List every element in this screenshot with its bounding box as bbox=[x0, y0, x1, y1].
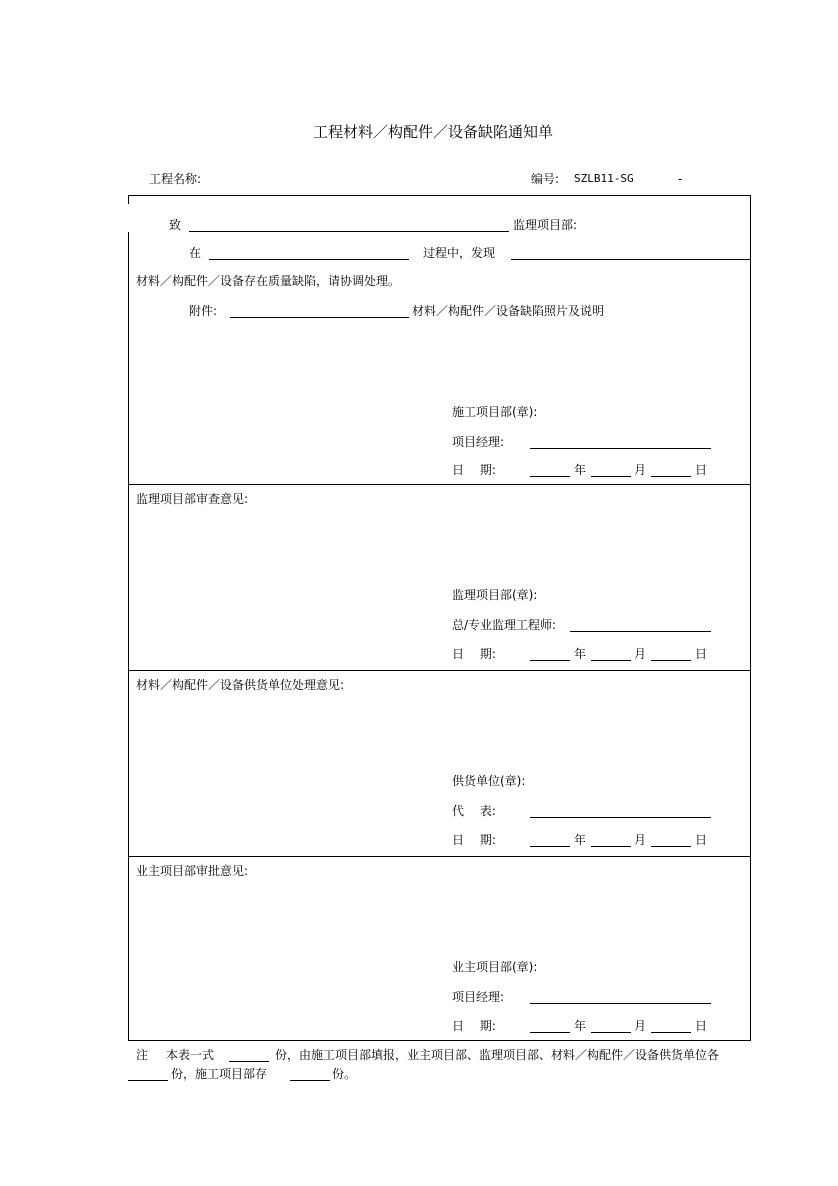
owner-year-unit: 年 bbox=[574, 1019, 587, 1033]
attachment-label: 附件: bbox=[189, 304, 218, 318]
construction-day-unit: 日 bbox=[695, 463, 708, 477]
form-frame bbox=[128, 195, 751, 1041]
attachment-suffix: 材料／构配件／设备缺陷照片及说明 bbox=[412, 304, 605, 318]
supplier-year-unit: 年 bbox=[574, 833, 587, 847]
supervision-month-unit: 月 bbox=[634, 647, 647, 661]
at-label: 在 bbox=[189, 246, 202, 260]
construction-month-line[interactable] bbox=[591, 476, 631, 477]
code-suffix: - bbox=[678, 172, 683, 186]
owner-day-line[interactable] bbox=[651, 1032, 691, 1033]
footer-part1: 本表一式 bbox=[166, 1048, 215, 1062]
construction-manager-label: 项目经理: bbox=[452, 435, 505, 449]
supplier-month-line[interactable] bbox=[591, 846, 631, 847]
construction-month-unit: 月 bbox=[634, 463, 647, 477]
supplier-month-unit: 月 bbox=[634, 833, 647, 847]
process-field-line[interactable] bbox=[209, 259, 409, 260]
supplier-year-line[interactable] bbox=[530, 846, 570, 847]
supplier-rep-line[interactable] bbox=[530, 817, 711, 818]
supervision-date-label: 日 期: bbox=[452, 647, 496, 661]
construction-manager-line[interactable] bbox=[530, 448, 711, 449]
owner-date-label: 日 期: bbox=[452, 1019, 496, 1033]
construction-date-label: 日 期: bbox=[452, 463, 496, 477]
to-label: 致 bbox=[169, 218, 182, 232]
construction-day-line[interactable] bbox=[651, 476, 691, 477]
owner-year-line[interactable] bbox=[530, 1032, 570, 1033]
footer-part3: 份，施工项目部存 bbox=[171, 1067, 268, 1081]
attachment-field-line[interactable] bbox=[230, 317, 409, 318]
supervision-heading: 监理项目部审查意见: bbox=[136, 492, 249, 506]
divider-supplier bbox=[128, 670, 751, 671]
owner-month-unit: 月 bbox=[634, 1019, 647, 1033]
supplier-unit-label: 供货单位(章): bbox=[452, 774, 526, 788]
footer-each-line[interactable] bbox=[128, 1080, 168, 1081]
notice-body-text: 材料／构配件／设备存在质量缺陷，请协调处理。 bbox=[136, 274, 401, 288]
supplier-day-unit: 日 bbox=[695, 833, 708, 847]
construction-dept-label: 施工项目部(章): bbox=[452, 405, 538, 419]
process-label: 过程中，发现 bbox=[423, 246, 496, 260]
footer-copies-line[interactable] bbox=[229, 1061, 269, 1062]
supplier-date-label: 日 期: bbox=[452, 833, 496, 847]
code-value: SZLB11-SG bbox=[574, 172, 634, 185]
supervision-day-unit: 日 bbox=[695, 647, 708, 661]
owner-heading: 业主项目部审批意见: bbox=[136, 864, 249, 878]
construction-year-unit: 年 bbox=[574, 463, 587, 477]
construction-year-line[interactable] bbox=[530, 476, 570, 477]
form-title: 工程材料／构配件／设备缺陷通知单 bbox=[313, 123, 554, 141]
supervision-month-line[interactable] bbox=[591, 660, 631, 661]
found-field-line[interactable] bbox=[511, 259, 751, 260]
supplier-day-line[interactable] bbox=[651, 846, 691, 847]
supervision-year-unit: 年 bbox=[574, 647, 587, 661]
frame-gap bbox=[126, 204, 130, 232]
supervision-dept-label: 监理项目部(章): bbox=[452, 588, 538, 602]
owner-day-unit: 日 bbox=[695, 1019, 708, 1033]
supplier-rep-label: 代 表: bbox=[452, 804, 496, 818]
supervision-engineer-label: 总/专业监理工程师: bbox=[452, 618, 557, 632]
footer-part4: 份。 bbox=[332, 1067, 357, 1081]
code-label: 编号: bbox=[531, 172, 560, 186]
supervision-day-line[interactable] bbox=[651, 660, 691, 661]
project-name-label: 工程名称: bbox=[149, 172, 202, 186]
supplier-heading: 材料／构配件／设备供货单位处理意见: bbox=[136, 678, 345, 692]
footer-part2: 份，由施工项目部填报，业主项目部、监理项目部、材料／构配件／设备供货单位各 bbox=[275, 1048, 720, 1062]
divider-owner bbox=[128, 856, 751, 857]
owner-manager-line[interactable] bbox=[530, 1003, 711, 1004]
divider-supervision bbox=[128, 484, 751, 485]
owner-dept-label: 业主项目部(章): bbox=[452, 960, 538, 974]
owner-manager-label: 项目经理: bbox=[452, 990, 505, 1004]
footer-keep-line[interactable] bbox=[290, 1080, 330, 1081]
supervision-year-line[interactable] bbox=[530, 660, 570, 661]
footer-note-label: 注 bbox=[136, 1048, 149, 1062]
owner-month-line[interactable] bbox=[591, 1032, 631, 1033]
to-suffix: 监理项目部: bbox=[513, 218, 578, 232]
supervision-engineer-line[interactable] bbox=[570, 631, 711, 632]
to-field-line[interactable] bbox=[189, 231, 509, 232]
